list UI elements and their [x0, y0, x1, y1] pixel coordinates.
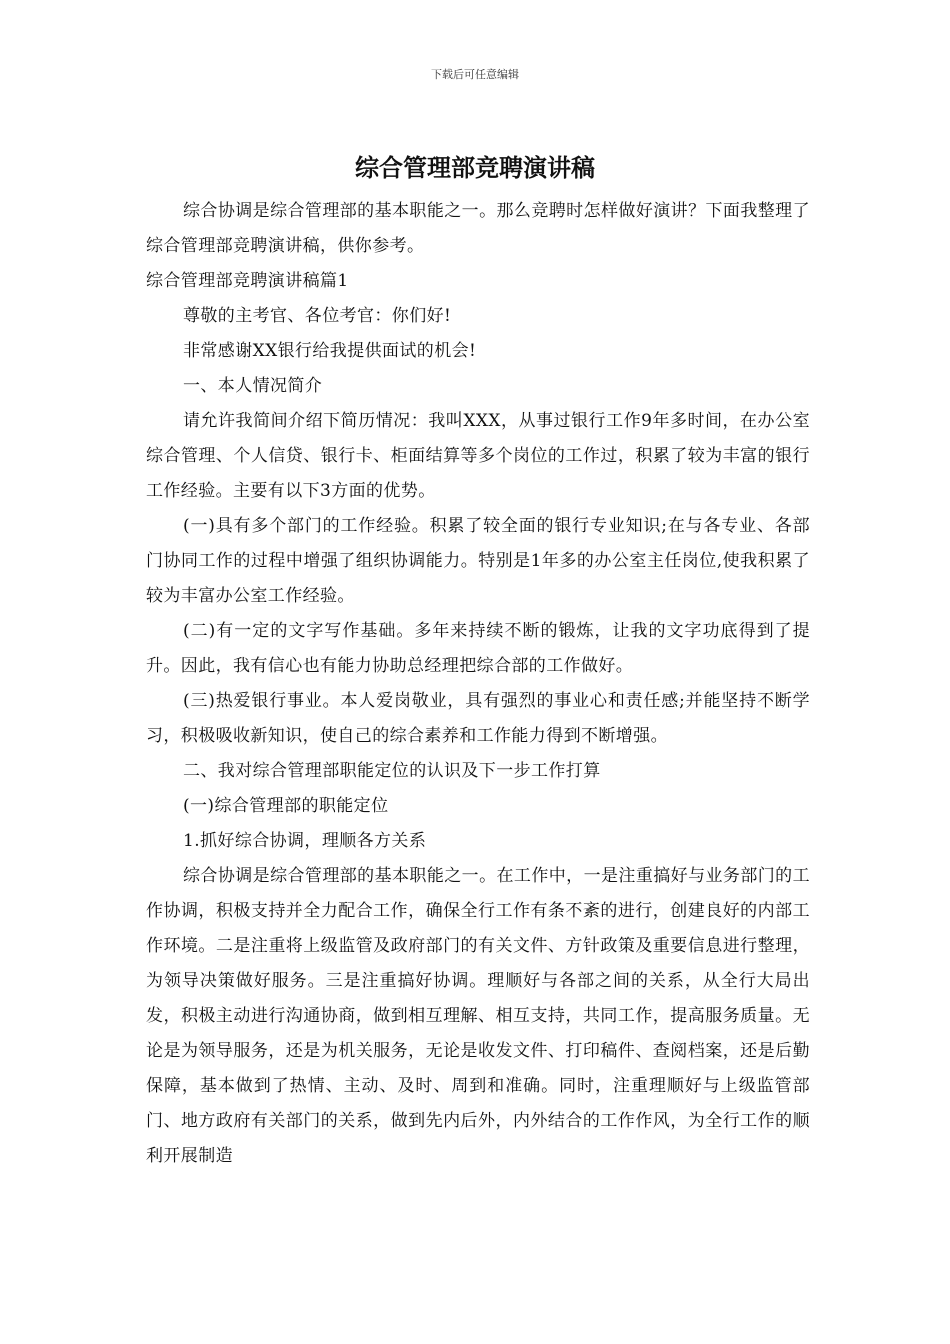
document-body: [146, 194, 810, 1174]
paragraph: (一)具有多个部门的工作经验。积累了较全面的银行专业知识;在与各专业、各部门协同工作的过程中增强了组织协调能力。特别是1年多的办公室主任岗位,使我积累了较为丰富办公室工作经验。: [146, 516, 810, 606]
paragraph: (二)有一定的文字写作基础。多年来持续不断的锻炼，让我的文字功底得到了提升。因此，我有信心也有能力协助总经理把综合部的工作做好。: [146, 621, 810, 676]
paragraph: 非常感谢XX银行给我提供面试的机会!: [183, 341, 477, 361]
paragraph: 综合管理部竞聘演讲稿篇1: [146, 271, 349, 291]
paragraph: 尊敬的主考官、各位考官：你们好!: [183, 306, 452, 326]
paragraph: 请允许我简间介绍下简历情况：我叫XXX，从事过银行工作9年多时间，在办公室综合管理、个人信贷、银行卡、柜面结算等多个岗位的工作过，积累了较为丰富的银行工作经验。主要有以下3方面的优势。: [146, 411, 810, 501]
paragraph: 一、本人情况简介: [183, 376, 323, 396]
page-title: 综合管理部竞聘演讲稿: [355, 154, 595, 182]
paragraph: 综合协调是综合管理部的基本职能之一。那么竞聘时怎样做好演讲？下面我整理了综合管理部竞聘演讲稿，供你参考。: [146, 201, 810, 256]
header-note: 下载后可任意编辑: [431, 68, 519, 81]
paragraph: (一)综合管理部的职能定位: [183, 796, 389, 816]
paragraph: 二、我对综合管理部职能定位的认识及下一步工作打算: [183, 761, 601, 781]
paragraph: (三)热爱银行事业。本人爱岗敬业，具有强烈的事业心和责任感;并能坚持不断学习，积极吸收新知识，使自己的综合素养和工作能力得到不断增强。: [146, 691, 810, 746]
paragraph: 1.抓好综合协调，理顺各方关系: [183, 831, 427, 851]
paragraph: 综合协调是综合管理部的基本职能之一。在工作中，一是注重搞好与业务部门的工作协调，积极支持并全力配合工作，确保全行工作有条不紊的进行，创建良好的内部工作环境。二是注重将上级监管及政府部门的有关文件、方针政策及重要信息进行整理，为领导决策做好服务。三是注重搞好协调。理顺好与各部之间的关系，从全行大局出发，积极主动进行沟通协商，做到相互理解、相互支持，共同工作，提高服务质量。无论是为领导服务，还是为机关服务，无论是收发文件、打印稿件、查阅档案，还是后勤保障，基本做到了热情、主动、及时、周到和准确。同时，注重理顺好与上级监管部门、地方政府有关部门的关系，做到先内后外，内外结合的工作作风，为全行工作的顺利开展制造: [146, 866, 810, 1166]
